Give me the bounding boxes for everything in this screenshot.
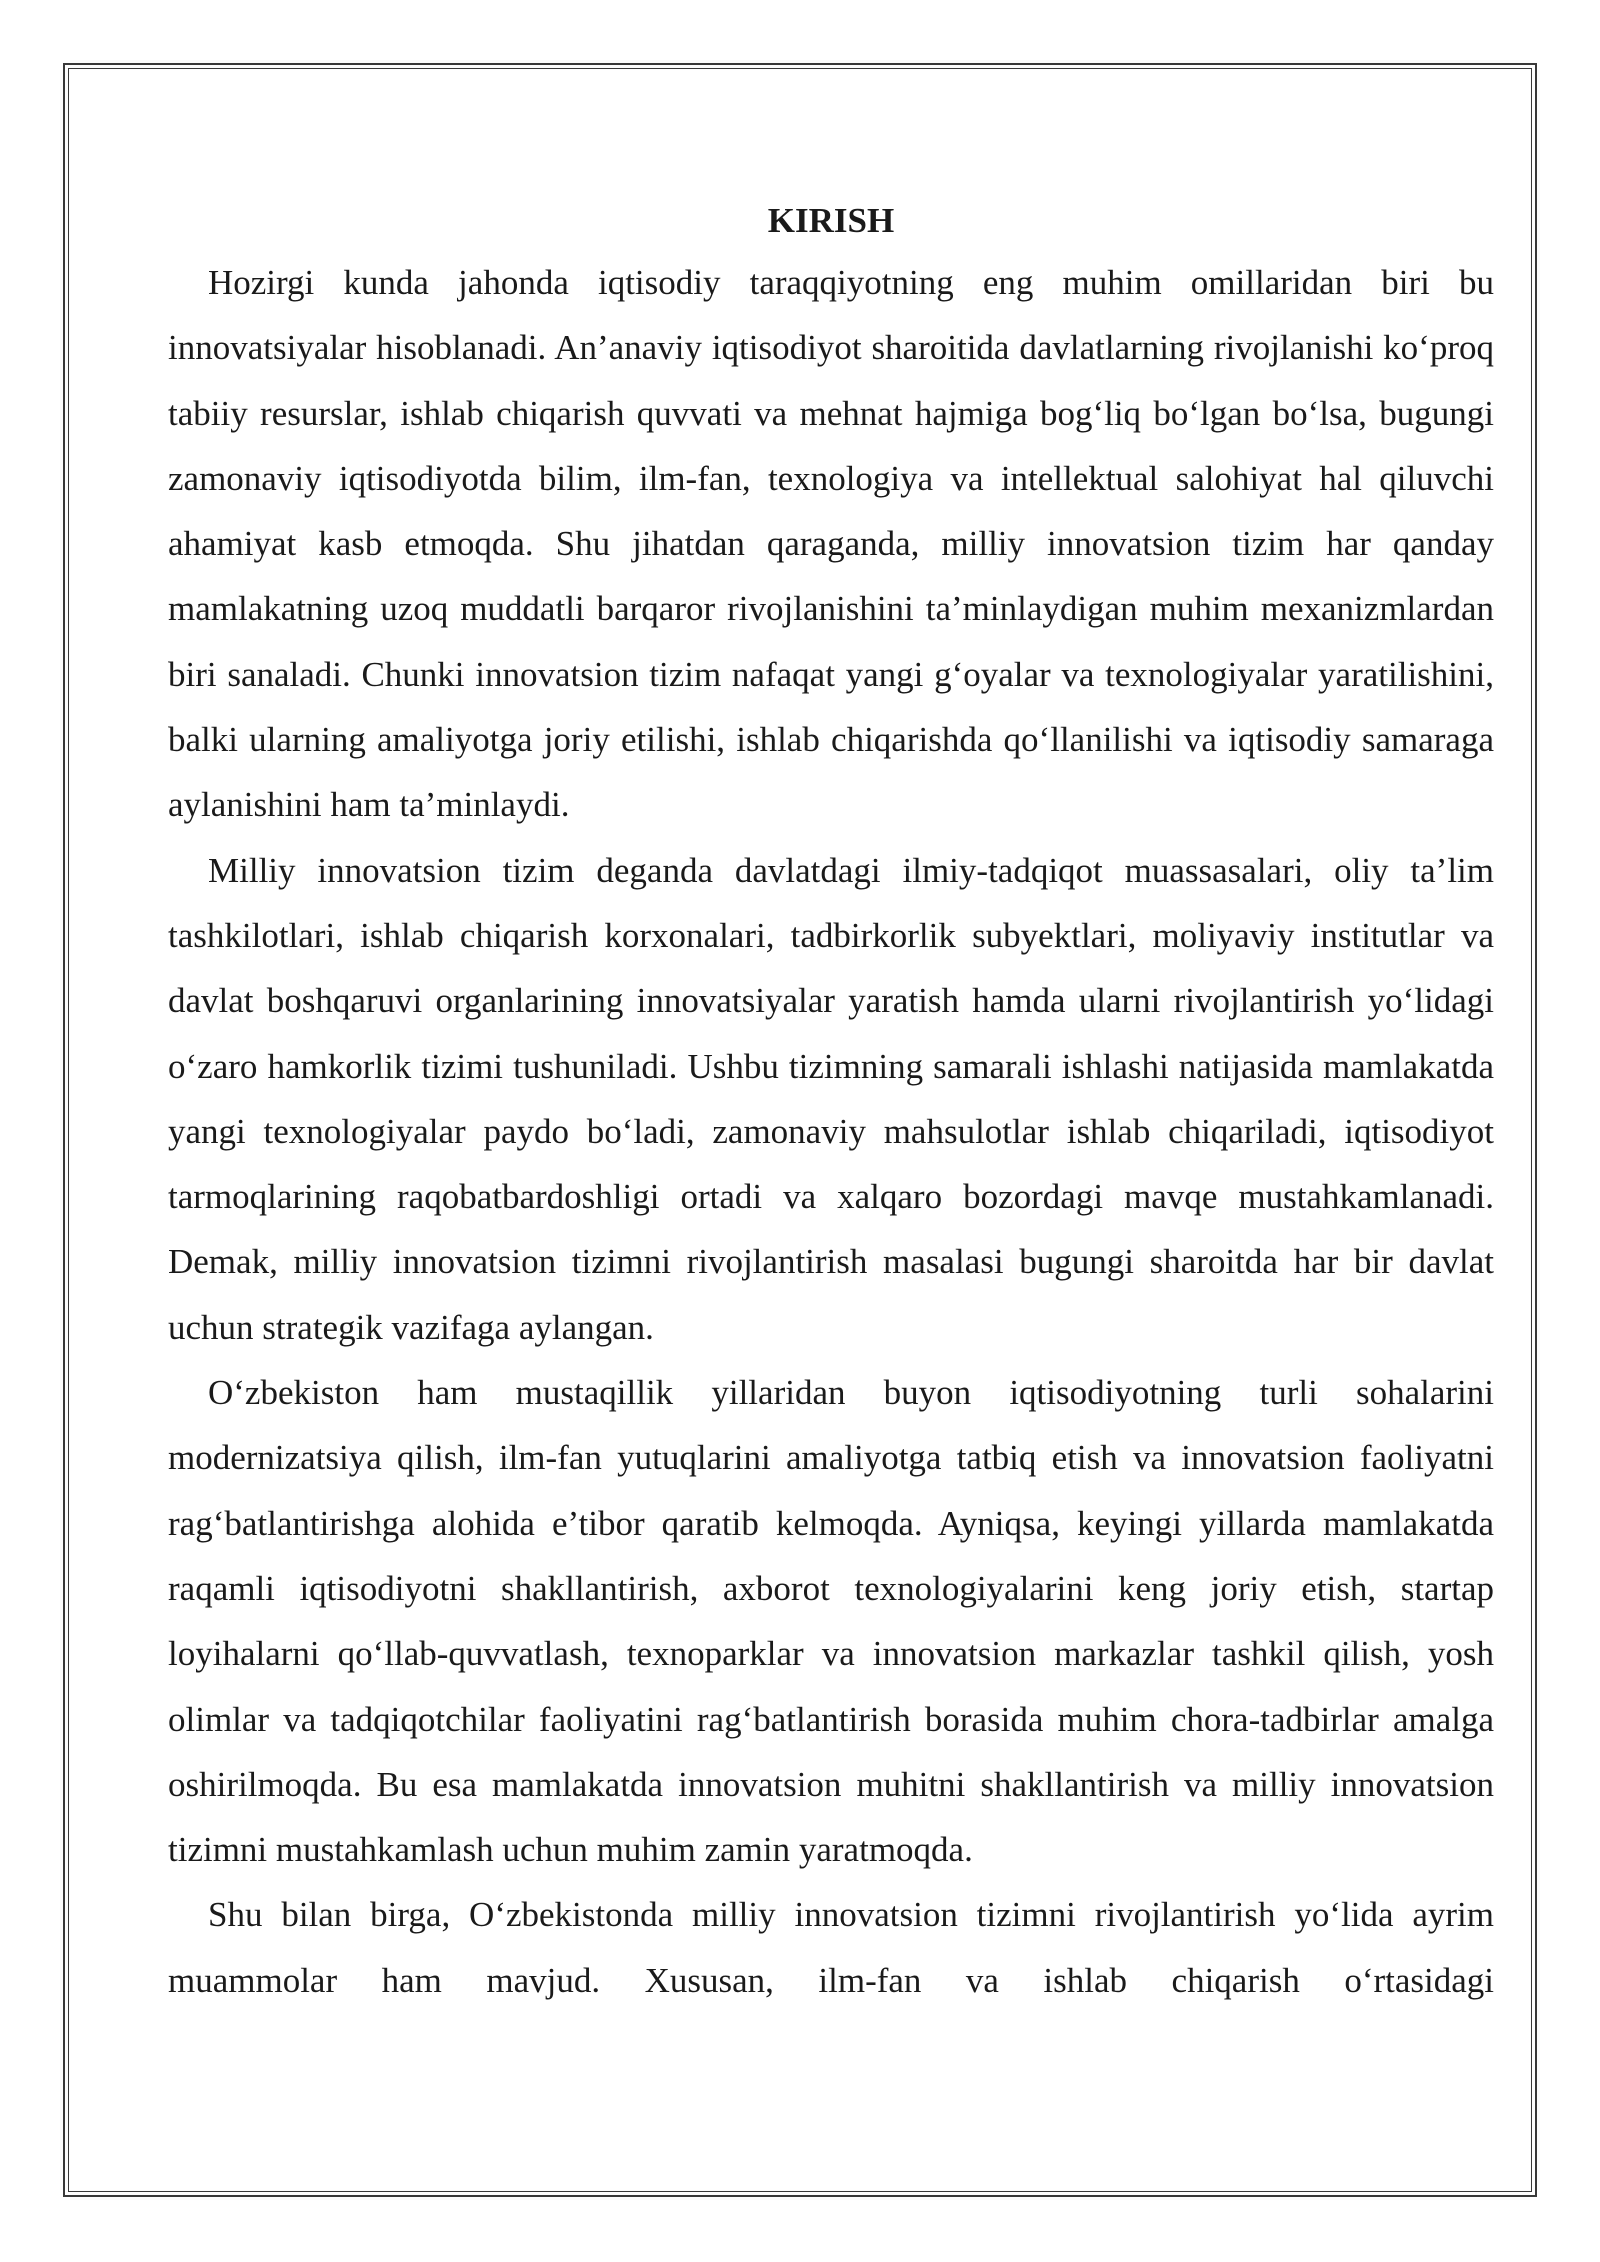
document-body	[168, 192, 1494, 2013]
page-title: KIRISH	[767, 201, 895, 240]
paragraph-2: Milliy innovatsion tizim deganda davlatdagi ilmiy-tadqiqot muassasalari, oliy ta’lim tashkilotlari, ishlab chiqarish korxonalari, tadbirkorlik subyektlari, moliyaviy institutlar va davlat boshqaruvi organlarining innovatsiyalar yaratish hamda ularni rivojlantirish yoʻlidagi oʻzaro hamkorlik tizimi tushuniladi. Ushbu tizimning samarali ishlashi natijasida mamlakatda yangi texnologiyalar paydo boʻladi, zamonaviy mahsulotlar ishlab chiqariladi, iqtisodiyot tarmoqlarining raqobatbardoshligi ortadi va xalqaro bozordagi mavqe mustahkamlanadi. Demak, milliy innovatsion tizimni rivojlantirish masalasi bugungi sharoitda har bir davlat uchun strategik vazifaga aylangan.	[168, 850, 1494, 1347]
paragraph-1: Hozirgi kunda jahonda iqtisodiy taraqqiyotning eng muhim omillaridan biri bu innovatsiyalar hisoblanadi. An’anaviy iqtisodiyot sharoitida davlatlarning rivojlanishi koʻproq tabiiy resurslar, ishlab chiqarish quvvati va mehnat hajmiga bogʻliq boʻlgan boʻlsa, bugungi zamonaviy iqtisodiyotda bilim, ilm-fan, texnologiya va intellektual salohiyat hal qiluvchi ahamiyat kasb etmoqda. Shu jihatdan qaraganda, milliy innovatsion tizim har qanday mamlakatning uzoq muddatli barqaror rivojlanishini ta’minlaydigan muhim mexanizmlardan biri sanaladi. Chunki innovatsion tizim nafaqat yangi gʻoyalar va texnologiyalar yaratilishini, balki ularning amaliyotga joriy etilishi, ishlab chiqarishda qoʻllanilishi va iqtisodiy samaraga aylanishini ham ta’minlaydi.	[168, 263, 1494, 825]
paragraph-4: Shu bilan birga, Oʻzbekistonda milliy innovatsion tizimni rivojlantirish yoʻlida ayrim muammolar ham mavjud. Xususan, ilm-fan va ishlab chiqarish oʻrtasidagi	[168, 1895, 1494, 2000]
paragraph-3: Oʻzbekiston ham mustaqillik yillaridan buyon iqtisodiyotning turli sohalarini modernizatsiya qilish, ilm-fan yutuqlarini amaliyotga tatbiq etish va innovatsion faoliyatni ragʻbatlantirishga alohida e’tibor qaratib kelmoqda. Ayniqsa, keyingi yillarda mamlakatda raqamli iqtisodiyotni shakllantirish, axborot texnologiyalarini keng joriy etish, startap loyihalarni qoʻllab-quvvatlash, texnoparklar va innovatsion markazlar tashkil qilish, yosh olimlar va tadqiqotchilar faoliyatini ragʻbatlantirish borasida muhim chora-tadbirlar amalga oshirilmoqda. Bu esa mamlakatda innovatsion muhitni shakllantirish va milliy innovatsion tizimni mustahkamlash uchun muhim zamin yaratmoqda.	[168, 1373, 1494, 1870]
